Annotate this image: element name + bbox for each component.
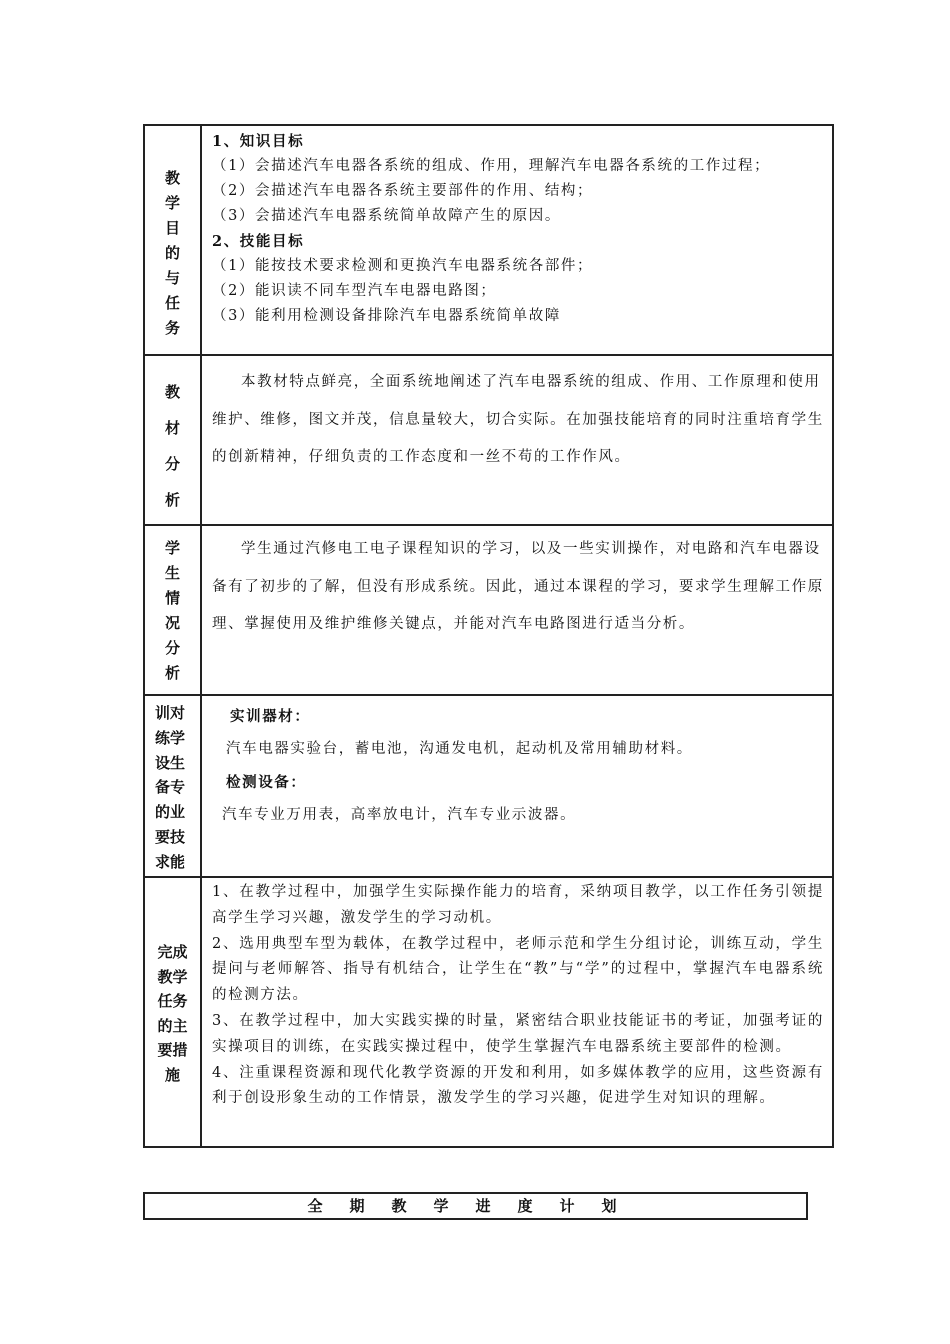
objective-line: （3）能利用检测设备排除汽车电器系统简单故障 (212, 308, 561, 324)
row-training-equipment (144, 695, 833, 877)
row-content-cell (201, 355, 833, 525)
row-content-cell (201, 125, 833, 355)
measure-item: 3、在教学过程中，加大实践实操的时量，紧密结合职业技能证书的考证，加强考证的实操项目的训练，在实践实操过程中，使学生掌握汽车电器系统主要部件的检测。 (212, 1012, 824, 1055)
training-equipment-text: 汽车电器实验台，蓄电池，沟通发电机，起动机及常用辅助材料。 (226, 741, 693, 757)
row-label-cell (144, 525, 201, 695)
objective-line: （2）会描述汽车电器各系统主要部件的作用、结构； (212, 183, 594, 199)
row-label: 教 学 目 的 与 任 务 (164, 169, 180, 337)
row-textbook-analysis (144, 355, 833, 525)
objective-line: （1）能按技术要求检测和更换汽车电器系统各部件； (212, 258, 594, 274)
row-label-cell (144, 695, 201, 877)
row-label-cell (144, 125, 201, 355)
objective-line: （2）能识读不同车型汽车电器电路图； (212, 283, 497, 299)
row-content-cell (201, 877, 833, 1147)
row-content-cell (201, 525, 833, 695)
row-label-cell (144, 355, 201, 525)
teaching-plan-table (143, 124, 834, 1148)
objectives-content (202, 126, 832, 329)
row-label: 学 生 情 况 分 析 (164, 539, 180, 682)
row-student-analysis (144, 525, 833, 695)
training-equipment-heading: 实训器材： (230, 708, 311, 725)
skill-heading: 2、技能目标 (212, 233, 305, 250)
row-label-cell (144, 877, 201, 1147)
testing-equipment-text: 汽车专业万用表，高率放电计，汽车专业示波器。 (222, 807, 577, 823)
row-content-cell (201, 695, 833, 877)
objective-line: （1）会描述汽车电器各系统的组成、作用，理解汽车电器各系统的工作过程； (212, 158, 771, 174)
measure-item: 4、注重课程资源和现代化教学资源的开发和利用，如多媒体教学的应用，这些资源有利于创设形象生动的工作情景，激发学生的学习兴趣，促进学生对知识的理解。 (212, 1064, 824, 1107)
knowledge-heading: 1、知识目标 (212, 133, 305, 150)
testing-equipment-heading: 检测设备： (226, 774, 307, 791)
row-teaching-objectives (144, 125, 833, 355)
schedule-title: 全期教学进度计划 (143, 1192, 808, 1220)
textbook-analysis-text: 本教材特点鲜亮，全面系统地阐述了汽车电器系统的组成、作用、工作原理和使用维护、维修，图文并茂，信息量较大，切合实际。在加强技能培育的同时注重培育学生的创新精神，仔细负责的工作态度和一丝不苟的工作作风。 (212, 374, 824, 465)
student-analysis-text: 学生通过汽修电工电子课程知识的学习，以及一些实训操作，对电路和汽车电器设备有了初步的了解，但没有形成系统。因此，通过本课程的学习，要求学生理解工作原理、掌握使用及维护维修关键点，并能对汽车电路图进行适当分析。 (212, 541, 824, 632)
row-label: 完成 教学 任务 的主 要措 施 (157, 943, 188, 1084)
row-label: 训对 练学 设生 备专 的业 要技 求能 (155, 704, 186, 871)
objective-line: （3）会描述汽车电器系统简单故障产生的原因。 (212, 208, 561, 224)
row-main-measures (144, 877, 833, 1147)
measure-item: 2、选用典型车型为载体，在教学过程中，老师示范和学生分组讨论，训练互动，学生提问与老师解答、指导有机结合，让学生在“教”与“学”的过程中，掌握汽车电器系统的检测方法。 (212, 935, 824, 1004)
row-label: 教 材 分 析 (164, 383, 180, 509)
measure-item: 1、在教学过程中，加强学生实际操作能力的培育，采纳项目教学，以工作任务引领提高学生学习兴趣，激发学生的学习动机。 (212, 884, 824, 926)
